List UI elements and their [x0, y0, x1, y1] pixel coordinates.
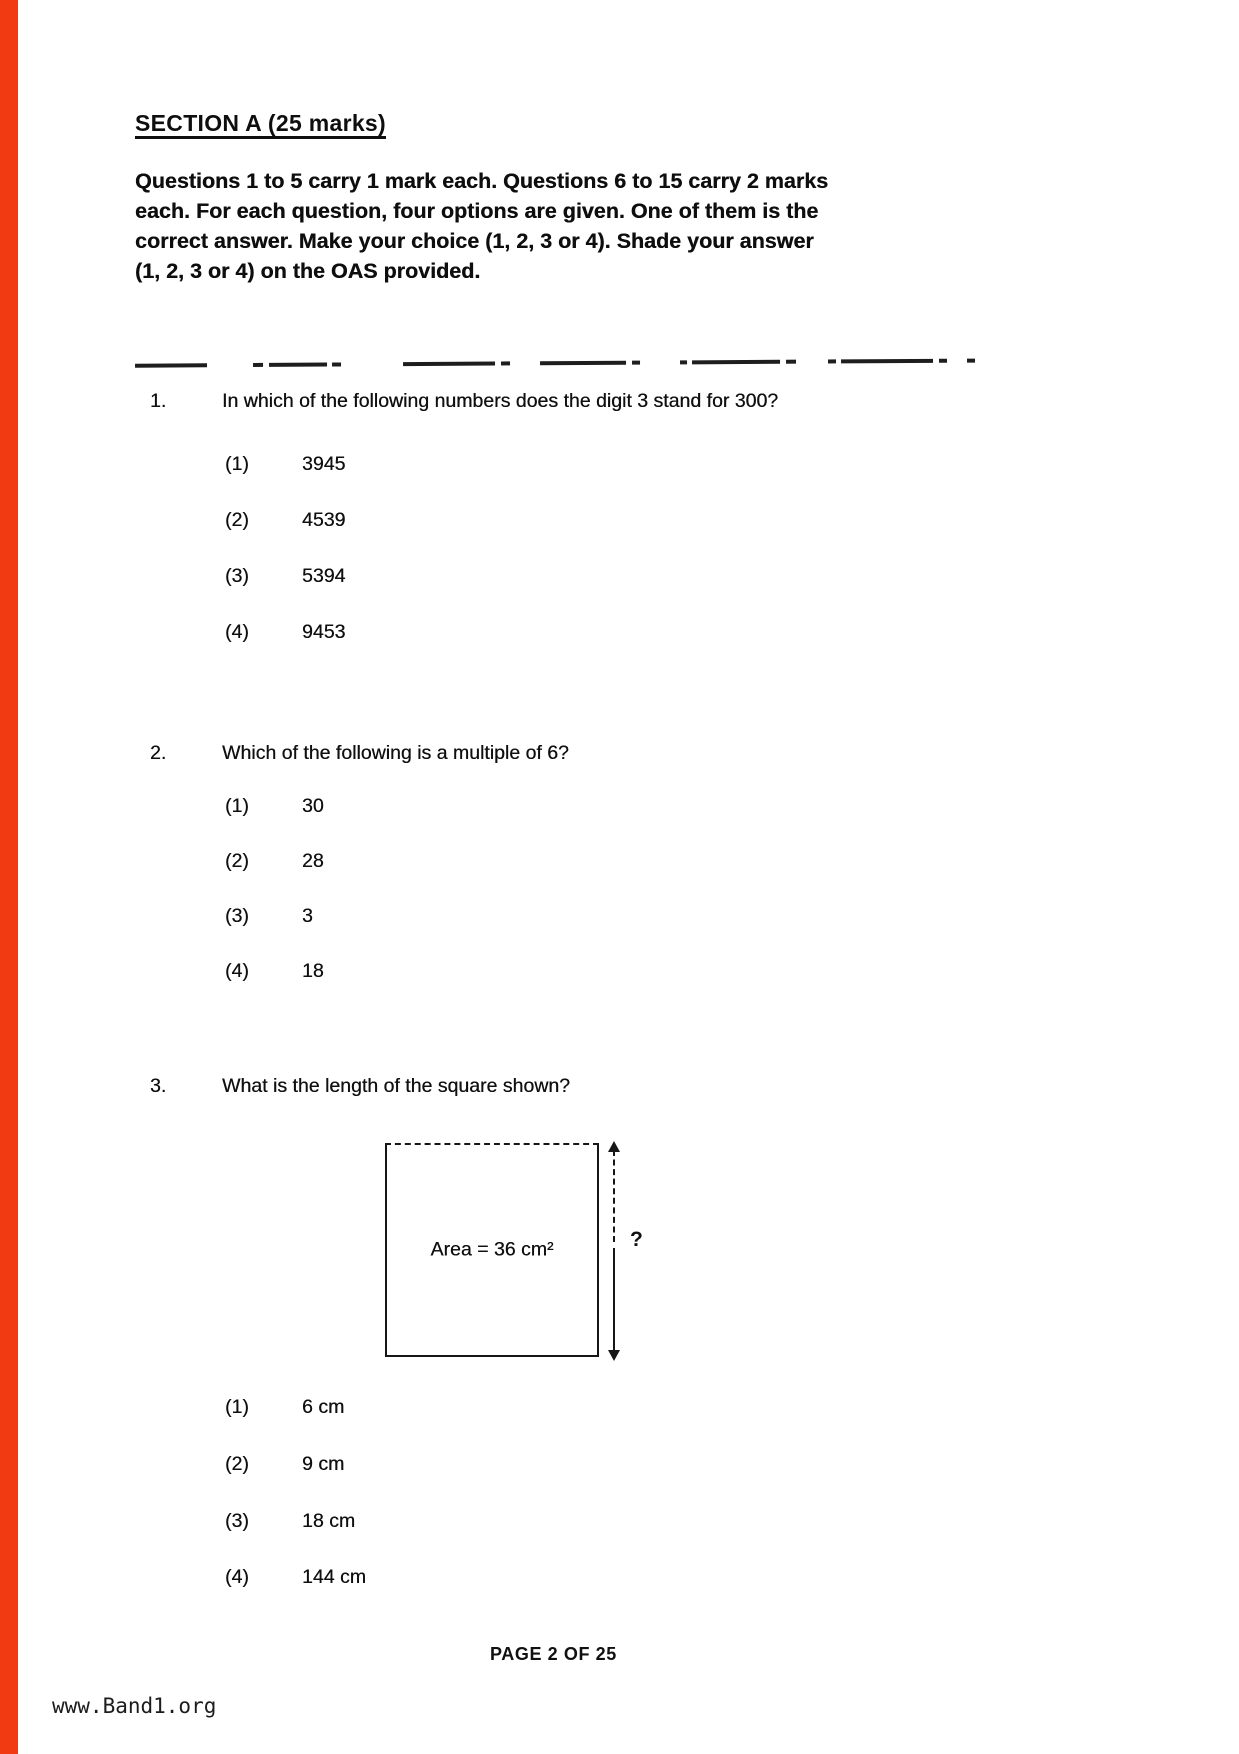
option-label: (1) [225, 1396, 249, 1418]
option-value: 18 cm [302, 1510, 356, 1532]
option-label: (1) [225, 453, 249, 475]
option-label: (3) [225, 565, 249, 587]
instructions-line: (1, 2, 3 or 4) on the OAS provided. [135, 259, 481, 283]
arrow-line [613, 1150, 615, 1242]
site-watermark: www.Band1.org [52, 1694, 217, 1718]
option-label: (4) [225, 1566, 249, 1588]
option-value: 144 cm [302, 1566, 366, 1588]
instructions-line: Questions 1 to 5 carry 1 mark each. Questions 6 to 15 carry 2 marks [135, 169, 829, 193]
length-question-mark: ? [630, 1228, 643, 1251]
square-shape [385, 1143, 599, 1357]
option-label: (2) [225, 509, 249, 531]
question-text: In which of the following numbers does the digit 3 stand for 300? [222, 390, 779, 412]
option-value: 9 cm [302, 1453, 345, 1475]
option-value: 18 [302, 960, 324, 982]
scan-edge-stripe [0, 0, 18, 1754]
option-label: (2) [225, 850, 249, 872]
option-label: (1) [225, 795, 249, 817]
option-label: (3) [225, 905, 249, 927]
option-value: 9453 [302, 621, 346, 643]
option-label: (4) [225, 960, 249, 982]
section-title: SECTION A (25 marks) [135, 110, 386, 136]
instructions-paragraph [135, 166, 995, 286]
option-value: 6 cm [302, 1396, 345, 1418]
option-label: (2) [225, 1453, 249, 1475]
instructions-line: each. For each question, four options are given. One of them is the [135, 199, 819, 223]
question-text: What is the length of the square shown? [222, 1075, 570, 1097]
area-label: Area = 36 cm² [430, 1238, 554, 1261]
length-dimension-arrow [604, 1143, 624, 1359]
option-label: (3) [225, 1510, 249, 1532]
arrow-down-icon [608, 1350, 620, 1361]
separator-line [135, 351, 1025, 364]
page-number-label: PAGE 2 OF 25 [490, 1644, 617, 1664]
option-value: 5394 [302, 565, 346, 587]
option-value: 28 [302, 850, 324, 872]
option-value: 3 [302, 905, 313, 927]
option-value: 4539 [302, 509, 346, 531]
option-value: 3945 [302, 453, 346, 475]
arrow-line [613, 1248, 615, 1352]
question-text: Which of the following is a multiple of 6? [222, 742, 569, 764]
option-value: 30 [302, 795, 324, 817]
option-label: (4) [225, 621, 249, 643]
instructions-line: correct answer. Make your choice (1, 2, 3 or 4). Shade your answer [135, 229, 814, 253]
question-number: 3. [150, 1075, 167, 1097]
question-number: 1. [150, 390, 167, 412]
question-number: 2. [150, 742, 167, 764]
